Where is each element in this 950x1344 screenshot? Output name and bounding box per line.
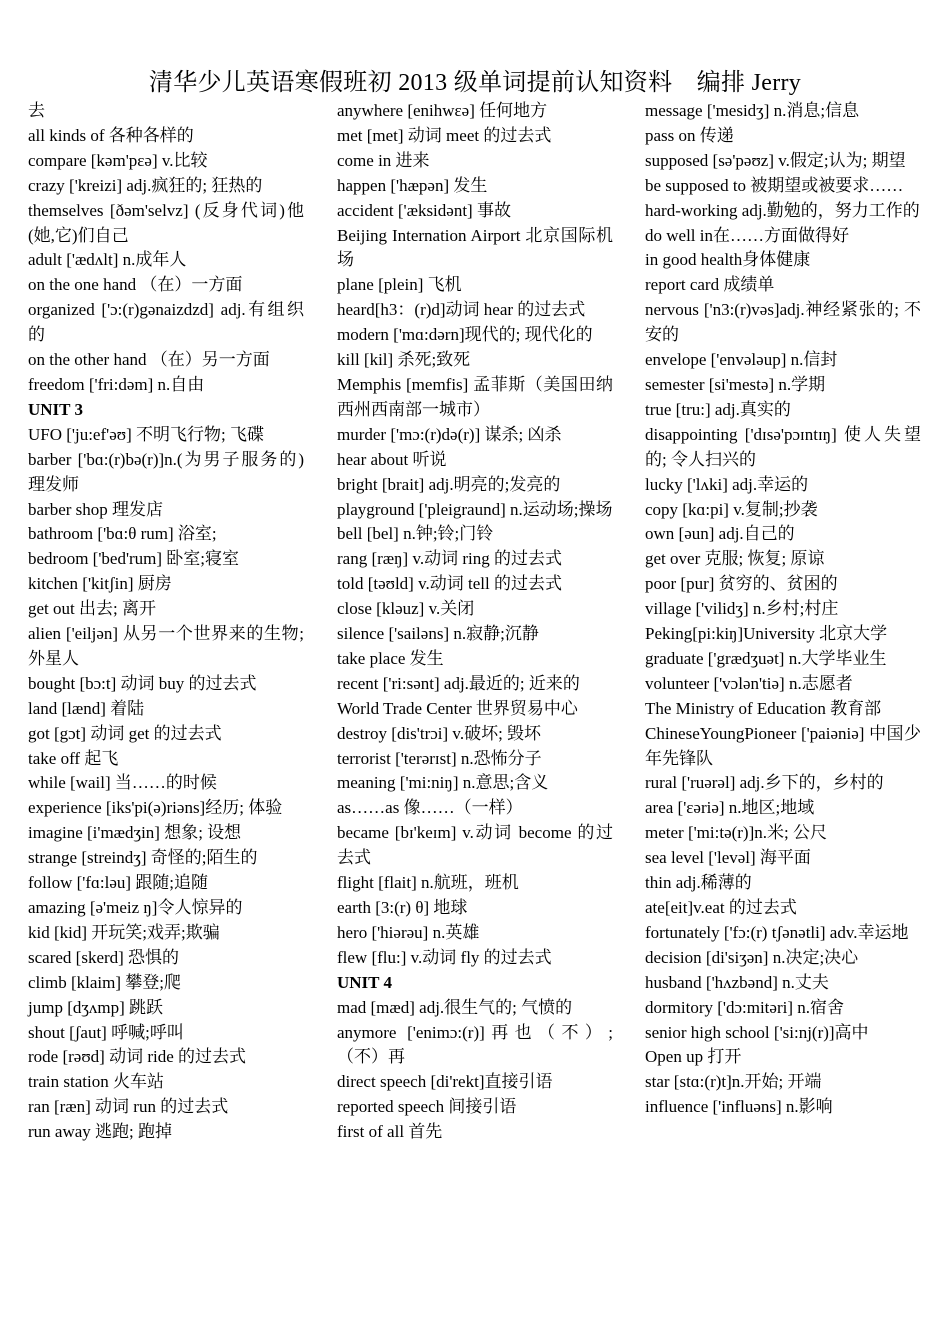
vocab-entry: got [gɔt] 动词 get 的过去式 <box>28 723 222 743</box>
vocab-entry: UFO ['ju:ef'əʊ] 不明飞行物; 飞碟 <box>28 424 264 444</box>
vocab-entry: rural ['ruərəl] adj.乡下的，乡村的 <box>645 773 884 793</box>
vocab-entry: anywhere [enihwɛə] 任何地方 <box>337 101 548 120</box>
vocab-entry: do well in在……方面做得好 <box>645 225 849 245</box>
vocab-entry: volunteer ['vɔlən'tiə] n.志愿者 <box>645 673 853 693</box>
vocab-entry: get out 出去; 离开 <box>28 599 156 619</box>
vocab-entry: bell [bel] n.钟;铃;门铃 <box>337 524 494 544</box>
vocab-column-1 <box>28 99 304 1145</box>
vocab-entry: scared [skerd] 恐惧的 <box>28 947 180 967</box>
vocab-entry: experience [iks'pi(ə)riəns]经历; 体验 <box>28 798 283 818</box>
vocab-entry: 去 <box>28 101 45 120</box>
vocab-entry: ate[eit]v.eat 的过去式 <box>645 898 797 917</box>
vocab-entry: barber ['bɑ:(r)bə(r)]n.(为男子服务的)理发师 <box>28 449 304 494</box>
vocab-entry: as……as 像……（一样） <box>337 798 523 818</box>
vocab-entry: on the one hand （在）一方面 <box>28 275 243 295</box>
vocab-entry: alien ['eiljən] 从另一个世界来的生物; 外星人 <box>28 624 304 668</box>
vocab-entry: terrorist ['terərɪst] n.恐怖分子 <box>337 748 542 768</box>
vocab-entry: close [kləuz] v.关闭 <box>337 599 475 619</box>
vocab-entry: flew [flu:] v.动词 fly 的过去式 <box>337 947 552 967</box>
vocab-entry: World Trade Center 世界贸易中心 <box>337 698 578 718</box>
vocab-entry: rang [ræŋ] v.动词 ring 的过去式 <box>337 549 562 569</box>
vocab-entry: meter ['mi:tə(r)]n.米; 公尺 <box>645 823 827 843</box>
vocab-entry: jump [dʒʌmp] 跳跃 <box>28 997 164 1017</box>
vocab-entry: own [əun] adj.自己的 <box>645 524 795 544</box>
page-title: 清华少儿英语寒假班初 2013 级单词提前认知资料 编排 Jerry <box>148 70 802 96</box>
vocab-entry: crazy ['kreizi] adj.疯狂的; 狂热的 <box>28 175 263 195</box>
vocab-entry: dormitory ['dɔ:mitəri] n.宿舍 <box>645 997 844 1017</box>
vocab-entry: mad [mæd] adj.很生气的; 气愤的 <box>337 997 573 1017</box>
vocab-entry: kill [kil] 杀死;致死 <box>337 350 471 370</box>
vocab-entry: lucky ['lʌki] adj.幸运的 <box>645 474 809 494</box>
vocab-entry: recent ['ri:sənt] adj.最近的; 近来的 <box>337 673 580 693</box>
vocab-entry: bright [brait] adj.明亮的;发亮的 <box>337 474 561 494</box>
vocab-entry: envelope ['envələup] n.信封 <box>645 350 838 370</box>
vocab-entry: kitchen ['kitʃin] 厨房 <box>28 574 172 594</box>
vocab-entry: happen ['hæpən] 发生 <box>337 175 488 195</box>
vocab-entry: flight [flait] n.航班，班机 <box>337 873 519 893</box>
vocab-entry: met [met] 动词 meet 的过去式 <box>337 125 552 145</box>
vocab-entry: be supposed to 被期望或被要求…… <box>645 175 904 195</box>
vocab-entry: all kinds of 各种各样的 <box>28 125 194 145</box>
vocab-entry: star [stɑ:(r)t]n.开始; 开端 <box>645 1072 822 1092</box>
vocab-entry: plane [plein] 飞机 <box>337 275 462 295</box>
vocab-entry: rode [rəʊd] 动词 ride 的过去式 <box>28 1047 246 1067</box>
vocab-entry: land [lænd] 着陆 <box>28 698 145 718</box>
vocab-entry: senior high school ['si:nj(r)]高中 <box>645 1022 869 1042</box>
vocab-entry: train station 火车站 <box>28 1072 164 1092</box>
vocab-entry: ChineseYoungPioneer ['paiəniə] 中国少年先锋队 <box>645 723 921 768</box>
vocab-entry: destroy [dis'trɔi] v.破坏; 毁坏 <box>337 723 542 743</box>
vocab-entry: graduate ['grædʒuət] n.大学毕业生 <box>645 648 887 668</box>
vocab-entry: take place 发生 <box>337 648 444 668</box>
vocab-entry: heard[h3：(r)d]动词 hear 的过去式 <box>337 300 586 320</box>
vocab-entry: murder ['mɔ:(r)də(r)] 谋杀; 凶杀 <box>337 424 562 444</box>
vocab-entry: hear about 听说 <box>337 449 447 469</box>
vocab-entry: get over 克服; 恢复; 原谅 <box>645 549 825 569</box>
vocab-entry: run away 逃跑; 跑掉 <box>28 1122 173 1142</box>
vocab-entry: husband ['hʌzbənd] n.丈夫 <box>645 972 829 992</box>
vocab-entry: accident ['æksidənt] 事故 <box>337 200 511 220</box>
vocab-entry: take off 起飞 <box>28 748 119 768</box>
unit-heading: UNIT 4 <box>337 972 392 992</box>
vocab-entry: Peking[pi:kiŋ]University 北京大学 <box>645 624 888 644</box>
vocab-entry: meaning ['mi:niŋ] n.意思;含义 <box>337 773 549 793</box>
vocab-entry: while [wail] 当……的时候 <box>28 773 217 793</box>
vocab-entry: semester [si'mestə] n.学期 <box>645 374 826 394</box>
vocab-entry: influence ['influəns] n.影响 <box>645 1097 833 1117</box>
vocab-entry: disappointing ['dɪsə'pɔɪntɪŋ] 使人失望的; 令人扫兴的 <box>645 424 921 469</box>
vocab-entry: message ['mesidʒ] n.消息;信息 <box>645 101 860 120</box>
vocab-entry: follow ['fɑ:ləu] 跟随;追随 <box>28 873 209 893</box>
vocab-entry: barber shop 理发店 <box>28 499 164 519</box>
vocab-entry: anymore ['enimɔ:(r)]再也（不）; （不）再 <box>337 1022 613 1067</box>
vocab-entry: ran [ræn] 动词 run 的过去式 <box>28 1097 229 1117</box>
vocab-entry: fortunately ['fɔ:(r) tʃənətli] adv.幸运地 <box>645 922 909 942</box>
vocab-entry: The Ministry of Education 教育部 <box>645 698 882 718</box>
vocab-column-3 <box>645 99 921 1120</box>
vocab-entry: became [bɪ'keɪm] v.动词 become 的过去式 <box>337 823 613 868</box>
vocab-entry: Open up 打开 <box>645 1047 742 1067</box>
vocab-entry: hero ['hiərəu] n.英雄 <box>337 922 480 942</box>
vocab-entry: silence ['sailəns] n.寂静;沉静 <box>337 624 539 644</box>
vocab-entry: shout [ʃaut] 呼喊;呼叫 <box>28 1022 184 1042</box>
vocab-entry: decision [di'siʒən] n.决定;决心 <box>645 947 859 967</box>
vocab-entry: first of all 首先 <box>337 1122 443 1142</box>
vocab-entry: village ['vilidʒ] n.乡村;村庄 <box>645 599 839 619</box>
vocab-column-2 <box>337 99 613 1145</box>
vocab-entry: compare [kəm'pɛə] v.比较 <box>28 150 208 170</box>
unit-heading: UNIT 3 <box>28 399 83 419</box>
vocab-entry: kid [kid] 开玩笑;戏弄;欺骗 <box>28 922 220 942</box>
vocab-entry: thin adj.稀薄的 <box>645 873 752 893</box>
vocab-entry: adult ['ædʌlt] n.成年人 <box>28 250 187 270</box>
vocab-entry: sea level ['levəl] 海平面 <box>645 848 811 868</box>
vocab-entry: report card 成绩单 <box>645 275 775 295</box>
vocab-entry: organized ['ɔ:(r)gənaizdzd] adj.有组织的 <box>28 300 304 345</box>
vocab-entry: freedom ['fri:dəm] n.自由 <box>28 374 205 394</box>
vocab-entry: reported speech 间接引语 <box>337 1097 517 1117</box>
vocab-entry: copy [kɑ:pi] v.复制;抄袭 <box>645 499 818 519</box>
vocab-entry: nervous ['n3:(r)vəs]adj.神经紧张的; 不安的 <box>645 300 921 345</box>
vocab-entry: bedroom ['bed'rum] 卧室;寝室 <box>28 549 240 569</box>
vocab-entry: in good health身体健康 <box>645 250 811 270</box>
vocab-entry: imagine [i'mædʒin] 想象; 设想 <box>28 823 242 843</box>
vocab-entry: themselves [ðəm'selvz] (反身代词)他(她,它)们自己 <box>28 200 304 245</box>
vocab-entry: direct speech [di'rekt]直接引语 <box>337 1072 553 1092</box>
vocab-entry: bathroom ['bɑ:θ rum] 浴室; <box>28 524 217 544</box>
vocab-entry: area ['ɛəriə] n.地区;地域 <box>645 798 815 818</box>
vocab-entry: modern ['mɑ:dərn]现代的; 现代化的 <box>337 325 593 345</box>
vocab-entry: pass on 传递 <box>645 125 734 145</box>
vocab-entry: on the other hand （在）另一方面 <box>28 350 270 370</box>
vocab-entry: true [tru:] adj.真实的 <box>645 399 791 419</box>
vocab-entry: come in 进来 <box>337 150 430 170</box>
vocab-entry: playground ['pleigraund] n.运动场;操场 <box>337 499 613 519</box>
vocab-entry: climb [klaim] 攀登;爬 <box>28 972 181 992</box>
vocab-entry: hard-working adj.勤勉的，努力工作的 <box>645 200 920 220</box>
vocab-entry: amazing [ə'meiz ŋ]令人惊异的 <box>28 898 243 917</box>
vocab-entry: strange [streindʒ] 奇怪的;陌生的 <box>28 848 258 868</box>
vocab-entry: bought [bɔ:t] 动词 buy 的过去式 <box>28 673 257 693</box>
vocab-entry: told [təʊld] v.动词 tell 的过去式 <box>337 574 562 594</box>
vocab-entry: Beijing Internation Airport 北京国际机场 <box>337 225 613 270</box>
vocab-entry: supposed [sə'pəʊz] v.假定;认为; 期望 <box>645 150 906 170</box>
vocab-entry: poor [pur] 贫穷的、贫困的 <box>645 574 838 594</box>
vocab-entry: Memphis [memfis] 孟菲斯（美国田纳西州西南部一城市） <box>337 374 613 419</box>
vocab-entry: earth [3:(r) θ] 地球 <box>337 898 468 917</box>
